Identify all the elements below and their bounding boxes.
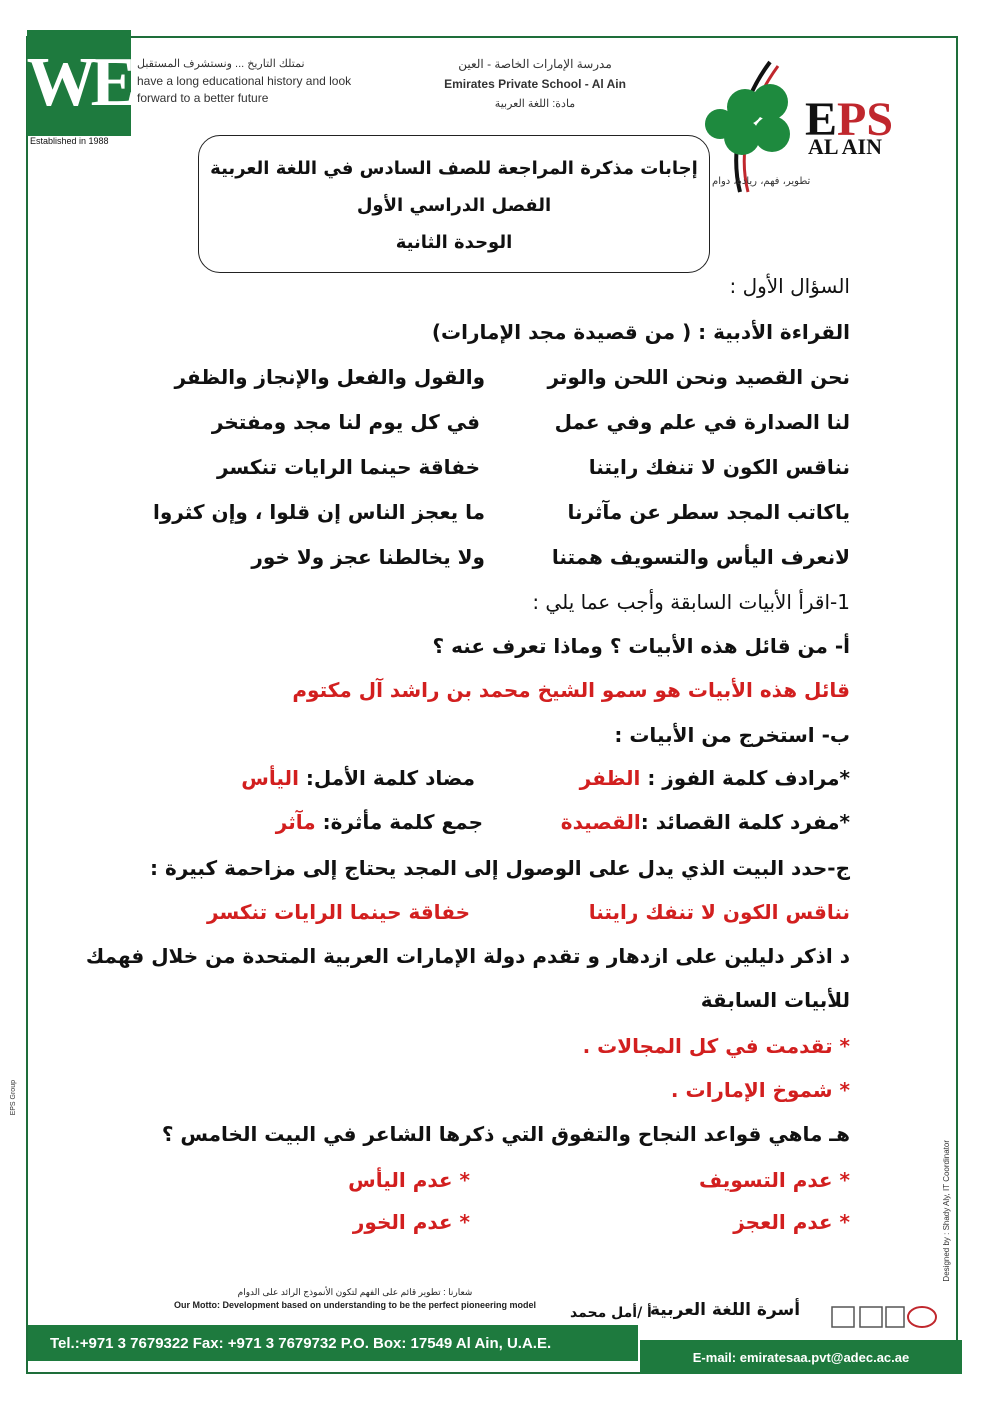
verse-2a: لنا الصدارة في علم وفي عمل — [554, 410, 850, 434]
eps-city: AL AIN — [808, 134, 882, 159]
footer-contact: Tel.:+971 3 7679322 Fax: +971 3 7679732 P.O. Box: 17549 Al Ain, U.A.E. — [28, 1325, 638, 1361]
title-line-2: الفصل الدراسي الأول — [356, 195, 552, 216]
title-box — [198, 135, 710, 273]
antonym-row — [241, 766, 475, 790]
side-credit-right: Designed by : Shady Aly, IT Coordinator — [942, 1140, 951, 1282]
school-name — [410, 54, 660, 114]
footer-email: E-mail: emiratesaa.pvt@adec.ac.ae — [640, 1340, 962, 1374]
answer-e-3: * عدم العجز — [733, 1210, 850, 1234]
title-line-1: إجابات مذكرة المراجعة للصف السادس في اللغة العربية — [210, 158, 698, 179]
established-text: Established in 1988 — [30, 136, 109, 146]
question-1-heading: السؤال الأول : — [729, 274, 850, 298]
verse-1a: نحن القصيد ونحن اللحن والوتر — [547, 365, 850, 389]
tagline-ar: نمتلك التاريخ ... ونستشرف المستقبل — [137, 58, 305, 70]
school-name-en: Emirates Private School - Al Ain — [444, 77, 626, 91]
question-e: هـ ماهي قواعد النجاح والتفوق التي ذكرها الشاعر في البيت الخامس ؟ — [161, 1122, 850, 1146]
synonym-label: *مرادف كلمة الفوز : — [640, 766, 850, 790]
singular-answer: القصيدة — [560, 810, 641, 834]
question-c: ج-حدد البيت الذي يدل على الوصول إلى المجد يحتاج إلى مزاحمة كبيرة : — [150, 856, 850, 880]
footer-department: أسرة اللغة العربية — [650, 1300, 801, 1320]
footer-motto — [115, 1286, 595, 1312]
question-d-line-2: للأبيات السابقة — [700, 988, 850, 1012]
answer-c-b: خفاقة حينما الرايات تنكسر — [207, 900, 470, 924]
answer-d-2: * شموخ الإمارات . — [670, 1078, 850, 1102]
answer-a: قائل هذه الأبيات هو سمو الشيخ محمد بن راشد آل مكتوم — [292, 678, 850, 702]
tagline — [137, 56, 387, 107]
tagline-en: have a long educational history and look forward to a better future — [137, 74, 352, 105]
partner-logos-icon — [830, 1302, 940, 1332]
plural-row — [276, 810, 483, 834]
eps-logo-text: EPS — [805, 93, 894, 146]
answer-d-1: * تقدمت في كل المجالات . — [582, 1034, 850, 1058]
singular-label: *مفرد كلمة القصائد : — [640, 810, 850, 834]
answer-e-2: * عدم اليأس — [348, 1168, 470, 1192]
verse-3a: نناقس الكون لا تنفك رايتنا — [588, 455, 850, 479]
footer-motto-en: Our Motto: Development based on understanding to be the perfect pioneering model — [173, 1300, 537, 1310]
verse-1b: والقول والفعل والإنجاز والظفر — [174, 365, 485, 389]
question-b: ب- استخرج من الأبيات : — [614, 723, 850, 747]
antonym-label: مضاد كلمة الأمل: — [298, 766, 475, 790]
question-a: أ- من قائل هذه الأبيات ؟ وماذا تعرف عنه ؟ — [432, 634, 850, 658]
question-d-line-1: د اذكر دليلين على ازدهار و تقدم دولة الإمارات العربية المتحدة من خلال فهمك — [85, 944, 850, 968]
verse-4a: ياكاتب المجد سطر عن مآثرنا — [567, 500, 850, 524]
verse-4b: ما يعجز الناس إن قلوا ، وإن كثروا — [153, 500, 485, 524]
verse-2b: في كل يوم لنا مجد ومفتخر — [211, 410, 480, 434]
antonym-answer: اليأس — [241, 766, 299, 790]
answer-e-1: * عدم التسويف — [698, 1168, 850, 1192]
footer-motto-ar: شعارنا : تطوير قائم على الفهم لتكون الأنموذج الرائد على الدوام — [237, 1287, 473, 1297]
title-line-3: الوحدة الثانية — [395, 232, 513, 253]
reading-heading: القراءة الأدبية : ( من قصيدة مجد الإمارات) — [431, 320, 850, 344]
answer-c-a: نناقس الكون لا تنفك رايتنا — [588, 900, 850, 924]
synonym-answer: الظفر — [579, 766, 641, 790]
school-name-ar: مدرسة الإمارات الخاصة - العين — [458, 57, 612, 71]
subject-ar: مادة: اللغة العربية — [494, 98, 576, 110]
footer-teacher: أ /أمل محمد — [570, 1305, 652, 1321]
verse-3b: خفاقة حينما الرايات تنكسر — [217, 455, 480, 479]
plural-answer: مآثر — [275, 810, 316, 834]
eps-motto: تطوير، فهم، ريادة، دوام — [712, 176, 811, 187]
answer-e-4: * عدم الخور — [352, 1210, 470, 1234]
singular-row — [561, 810, 850, 834]
instruction: 1-اقرأ الأبيات السابقة وأجب عما يلي : — [532, 590, 850, 614]
side-credit-left: EPS Group — [10, 1080, 17, 1116]
plural-label: جمع كلمة مأثرة: — [315, 810, 483, 834]
verse-5b: ولا يخالطنا عجز ولا خور — [251, 545, 485, 569]
verse-5a: لانعرف اليأس والتسويف همتنا — [551, 545, 850, 569]
we-logo: WE — [27, 30, 131, 136]
synonym-row — [580, 766, 850, 790]
